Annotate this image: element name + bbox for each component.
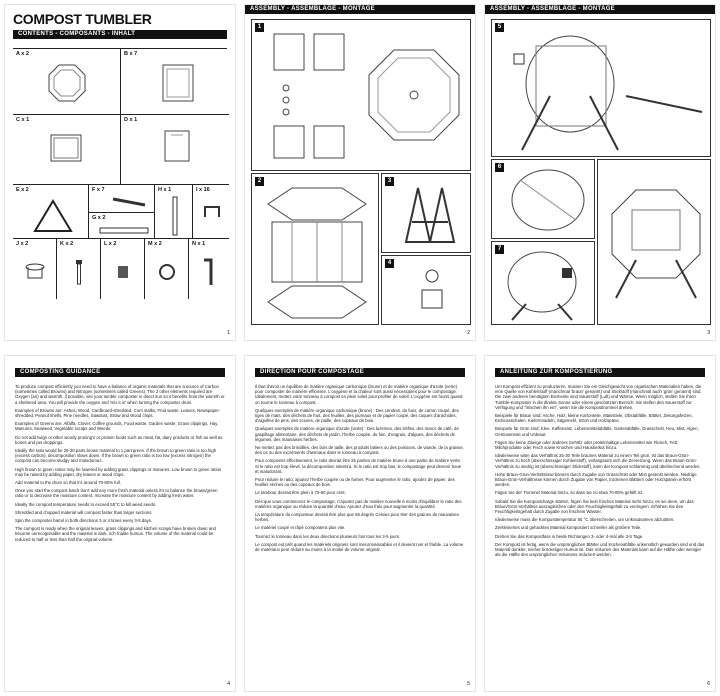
page-number: 6 xyxy=(707,681,710,687)
paragraph: Um Kompost effizient zu produzieren, müssen Sie ein Gleichgewicht von organischen Materialien haben, die eine Quelle von Kohlenstoff (manchmal 'braun' genannt) und Stickstoff (manchmal auch 'grün' genannt) sind. Die zwei anderen benötigten Elemente sind Sauerstoff (Luft) und Wärme. Wenn möglich, stellen Sie Ihren Tumble-Komposter in die direkte Sonne oder einem geschützten Bereich. Sie stellen den Sauerstoff zur Verfügung und "mischen ihn ein", wenn Sie die Komposttrommel drehen. xyxy=(495,384,702,410)
part-label: E x 2 xyxy=(16,187,29,193)
drum-rotation-drawing xyxy=(506,166,590,236)
page-number: 1 xyxy=(227,330,230,336)
step-panel xyxy=(597,159,711,325)
assembly-page xyxy=(484,4,716,341)
part-cell xyxy=(155,185,193,239)
part-cell xyxy=(13,115,121,185)
paragraph: Quelques exemples de matière organique carbonique (brune) : Des cendres, du bois, de carton coupé, des tiges de maïs, des déchets de fruit, des feuilles, des journaux et de papier coupé, des coques d'arachides, d'aiguilles de pins, des sciures, de paille, des copeaux de bois. xyxy=(255,407,459,424)
part-label: H x 1 xyxy=(158,187,172,193)
step-panel xyxy=(251,173,379,325)
step-badge: 6 xyxy=(495,163,504,172)
paragraph: High brown to green ratios may be lowered by adding grass clippings or manures. Low brown to green ratios may be raised by adding paper, dry leaves or wood chips. xyxy=(15,466,222,477)
guidance-page-english xyxy=(4,355,236,692)
bar-icon xyxy=(99,227,149,235)
section-bar: ASSEMBLY - ASSEMBLAGE - MONTAGE xyxy=(485,5,715,14)
paragraph: The compost is ready when the original leaves, grass clippings and kitchen scraps have broken down and become unrecognisable and the material is dark, rich friable humus. The volume of the material could be reduced to half or less than half the original volume. xyxy=(15,526,216,542)
octagon-end-panel-icon xyxy=(47,63,87,103)
paragraph: Tournez le tonneau dans les deux directions plusieurs fois tous les 3-5 jours. xyxy=(255,533,401,539)
page-title: COMPOST TUMBLER xyxy=(13,11,152,27)
section-bar: ANLEITUNG ZUR KOMPOSTIERUNG xyxy=(495,368,705,377)
paragraph: Drehen Sie das Kompostfass in beide Richtungen 3- oder 4-mal alle 3-5 Tage. xyxy=(495,533,644,539)
cap-fitting-drawing xyxy=(412,266,452,316)
section-bar: ASSEMBLY - ASSEMBLAGE - MONTAGE xyxy=(245,5,475,14)
paragraph: Examples of Browns are: Ashes, Wood, Cardboard-shredded, Corn stalks, Fruit waste, Leaves, Newspaper-shredded, Peanut shells, Pine needles, Sawdust, Straw and Wood chips. xyxy=(15,407,221,419)
part-label: B x 7 xyxy=(124,51,138,57)
paragraph: Shredded and chopped material will compost faster than larger sections. xyxy=(15,509,153,515)
part-label: D x 1 xyxy=(124,117,138,123)
guidance-page-french xyxy=(244,355,476,692)
part-label: C x 1 xyxy=(16,117,30,123)
paragraph: Fügen Sie keine Zweige oder anderes Gehölz oder proteinhaltige Lebensmittel wie Fleisch, Fett, Milchprodukte oder Fisch sowie Knochen und Haustierkot hinzu. xyxy=(495,439,679,451)
step-panel xyxy=(381,255,471,325)
part-cell xyxy=(189,239,229,299)
page-number: 2 xyxy=(467,330,470,336)
paragraph: Idealerweise wäre das Verhältnis 25-30 Teile braunes Material zu einem Teil grün. Ist das Braun-Grün-Verhältnis zu hoch (überschüssiger Kohlenstoff), verlangsamt sich die Zersetzung. Wenn das Braun-Grün-Verhältnis zu niedrig ist (überschüssiger Stickstoff), kann der Kompost schlammig und übelriechend werden. xyxy=(495,453,701,469)
part-cell xyxy=(121,49,229,115)
bracket-icon xyxy=(111,195,147,209)
step-panel xyxy=(491,159,595,239)
door-frame-icon xyxy=(49,133,83,163)
step-panel xyxy=(381,173,471,253)
paragraph: La température du composteur devrait être plus que 55 degrés Celsius pour tirer des graines de mauvaises herbes. xyxy=(255,512,459,523)
paragraph: Der Kompost ist fertig, wenn die ursprünglichen Blätter und Küchenabfälle unkenntlich geworden sind und das Material dunkler, reicher bröckeliger Humus ist. Das Volumen des Materials kann auf die Hälfte oder weniger als die Hälfte des ursprünglichen Volumens reduziert werden. xyxy=(495,541,705,558)
paragraph: Examples of Greens are: Alfalfa, Clover, Coffee grounds, Food waste, Garden waste, Grass clippings, Hay, Manures, Seaweed, Vegetable scraps and Weeds. xyxy=(15,421,219,432)
part-cell xyxy=(13,185,89,239)
paragraph: Pour réduire le ratio, ajoutez l'herbe coupée ou de fumier. Pour augmenter le ratio, ajoutez de papier, des feuilles sèches ou des copeaux de bois. xyxy=(255,477,455,488)
octagon-assembly-drawing xyxy=(364,40,464,160)
part-cell xyxy=(145,239,189,299)
section-bar: DIRECTION POUR COMPOSTAGE xyxy=(255,368,465,377)
contents-bar: CONTENTS - COMPOSANTS - INHALT xyxy=(13,30,227,39)
paragraph: Spin the composter barrel in both directions 3 or 4 times every 3-5 days. xyxy=(15,518,153,524)
contents-page xyxy=(4,4,236,341)
paragraph: Zerkleinertes und gehacktes Material kompostiert schneller als größere Teile. xyxy=(495,525,642,531)
paragraph: Le tambour devrait être plein à 70-80 pour cent. xyxy=(255,490,346,496)
panel-assembly-drawing xyxy=(266,26,356,166)
door-icon xyxy=(163,129,191,163)
part-label: F x 7 xyxy=(92,187,105,193)
step-badge: 3 xyxy=(385,177,394,186)
drum-panel-icon xyxy=(161,63,195,103)
part-label: N x 1 xyxy=(192,241,206,247)
paragraph: Do not add twigs or other woody pruning's or protein foods such as meat, fat, dairy products or fish as well as bones and pet droppings. xyxy=(15,434,223,445)
paragraph: Idealerweise muss die Komposttemperatur 55 °C überschreiten, um Unkrautsamen abzutöten. xyxy=(495,517,675,523)
clip-icon xyxy=(203,205,221,219)
drum-assembly-drawing xyxy=(262,182,372,322)
part-cell xyxy=(13,239,57,299)
step-badge: 5 xyxy=(495,23,504,32)
guidance-text xyxy=(255,384,465,555)
step-badge: 1 xyxy=(255,23,264,32)
finished-tumbler-drawing xyxy=(606,180,706,300)
step-badge: 7 xyxy=(495,245,504,254)
paragraph: Ideally the compost temperature needs to exceed 55°C to kill weed seeds. xyxy=(15,501,157,507)
paragraph: Dès que vous commencez le compostage, n'ajoutez pas de matière nouvelle à moins d'équilibrer le ratio des matières organique ou réduire la quantité d'eau. Ajoutez d'eau frais pour augmenter la quantité. xyxy=(255,498,462,509)
stand-assembly-drawing xyxy=(400,182,460,248)
step-badge: 2 xyxy=(255,177,264,186)
triangle-leg-icon xyxy=(33,199,73,233)
assembly-page xyxy=(244,4,476,341)
part-cell xyxy=(13,49,121,115)
part-label: J x 2 xyxy=(16,241,29,247)
paragraph: Add material to the drum so that it's around 70-80% full. xyxy=(15,480,121,486)
step-panel xyxy=(491,19,711,157)
page-number: 4 xyxy=(227,681,230,687)
paragraph: Ideally the ratio would be 25-30 parts brown material to 1 part green. If the brown to green ratio is too high (excess carbon), decomposition slows down. If the brown to green ratio is too low (excess nitrogen) the compost can become sludgy and malodorous. xyxy=(15,448,217,464)
part-label: G x 2 xyxy=(92,215,106,221)
page-number: 3 xyxy=(707,330,710,336)
part-label: L x 2 xyxy=(104,241,117,247)
paragraph: Le compost est prêt quand les matériels originels sont méconnaissables et il devient noir et friable. La volume de matériaux peut réduire au moins à la moitié de volume original. xyxy=(255,541,464,553)
hex-key-icon xyxy=(201,257,217,287)
paragraph: Fügen Sie der Trommel Material hinzu, so dass sie zu etwa 70-80% gefüllt ist. xyxy=(495,490,644,496)
part-label: I x 16 xyxy=(196,187,210,193)
section-bar: COMPOSTING GUIDANCE xyxy=(15,368,225,377)
paragraph: Beispiele für Braun sind: Asche, Holz, kleine Kartonteile, Maisstiele, Obstabfälle, Blätter, Zeitungsfetzen, Erdnussschalen, Kiefernnadeln, Sägemehl, Stroh und Holzspäne. xyxy=(495,413,693,424)
paragraph: Ne mettez pas des brindilles, des bois de taille, des produits laitiers ou des poissons, de viande, de la graisse, des os ou des excréments d'animaux dans le tonneau à compost. xyxy=(255,445,464,456)
step-panel xyxy=(251,19,471,171)
page-number: 5 xyxy=(467,681,470,687)
washer-icon xyxy=(158,263,176,281)
step-badge: 4 xyxy=(385,259,394,268)
part-label: A x 2 xyxy=(16,51,29,57)
part-label: M x 2 xyxy=(148,241,162,247)
paragraph: Once you start the compost batch don't add any more fresh material unless it's to balance the brown/green ratio or to decrease the moisture content. Increase the moisture content by adding fresh water. xyxy=(15,488,218,499)
part-cell xyxy=(89,185,155,213)
part-label: K x 2 xyxy=(60,241,74,247)
door-lock-drawing xyxy=(502,248,592,322)
parts-grid xyxy=(13,48,227,298)
part-cell xyxy=(121,115,229,185)
bolt-icon xyxy=(75,259,83,285)
paragraph: Pour composter effectivement, le ratio devrait être 25 parties de matière brune à une partie de matière verte. Si le ratio est trop élevé, la décomposition ralentira. Si le ratio est trop bas, le compostage peut devenir boue et malodorant. xyxy=(255,458,462,474)
step-panel xyxy=(491,241,595,325)
paragraph: To produce compost efficiently you need to have a balance of organic materials that are a source of Carbon (sometimes called Browns) and Nitrogen (sometimes called Greens). The 2 other elements required are Oxygen (air) and warmth, if possible, site your tumble composter in direct sun so it benefits from the warmth or a sheltered area. You will provide the oxygen and 'mix it in' when turning the composter drum. xyxy=(15,384,225,405)
guidance-text xyxy=(495,384,705,560)
axle-rod-icon xyxy=(171,196,179,236)
paragraph: Sobald Sie die Kompostcharge starten, fügen Sie kein frisches Material mehr hinzu, es sei denn, um das Braun/Grün-Verhältnis auszugleichen oder den Feuchtigkeitsgehalt zu verringern. Erhöhen Sie den Feuchtigkeitsgehalt durch Zugabe von frischem Wasser. xyxy=(495,498,694,515)
nut-icon xyxy=(117,265,129,279)
cap-icon xyxy=(25,263,45,281)
guidance-text xyxy=(15,384,225,545)
part-cell xyxy=(193,185,229,239)
paragraph: Il faut d'avoir un équilibre de matière organique carbonique (brune) et de matière organique d'azote (verte) pour composter de manière efficiente. L'oxygène et la chaleur sont aussi nécessaires pour le compostage. Idéalement, mettez votre tonneau à compost en plein soleil pour profiter de soleil. L'oxygène est fourni quand on tourne le tonneau à compost. xyxy=(255,384,463,405)
guidance-page-german xyxy=(484,355,716,692)
part-cell xyxy=(89,213,155,239)
tumbler-on-stand-drawing xyxy=(506,26,706,154)
paragraph: Hohe Braun-Grün-Verhältnisse können durch Zugabe von Grasschnitt oder Mist gesenkt werden. Niedrige Braun-Grün-Verhältnisse können durch Zugabe von Papier, trockenen Blättern oder Holzspänen erhöht werden. xyxy=(495,471,697,488)
paragraph: Beispiele für Grün sind: Klee, Kaffeesatz, Lebensmittelabfälle, Gartenabfälle, Grasschnitt, Heu, Mist, Algen, Gemüsereste und Unkraut. xyxy=(495,426,699,437)
paragraph: Quelques exemples de matière organique d'azote (verte) : Des luzernes, des trèfles, des marcs de café, de gaspillage alimentaire, des déchets de jardin, l'herbe coupée, du foin, d'engrais, d'algues, des déchets de légumes, des mauvaises herbes. xyxy=(255,426,459,442)
paragraph: Le matériel coupé et râpé compostera plus vite. xyxy=(255,525,346,531)
part-cell xyxy=(57,239,101,299)
part-cell xyxy=(101,239,145,299)
